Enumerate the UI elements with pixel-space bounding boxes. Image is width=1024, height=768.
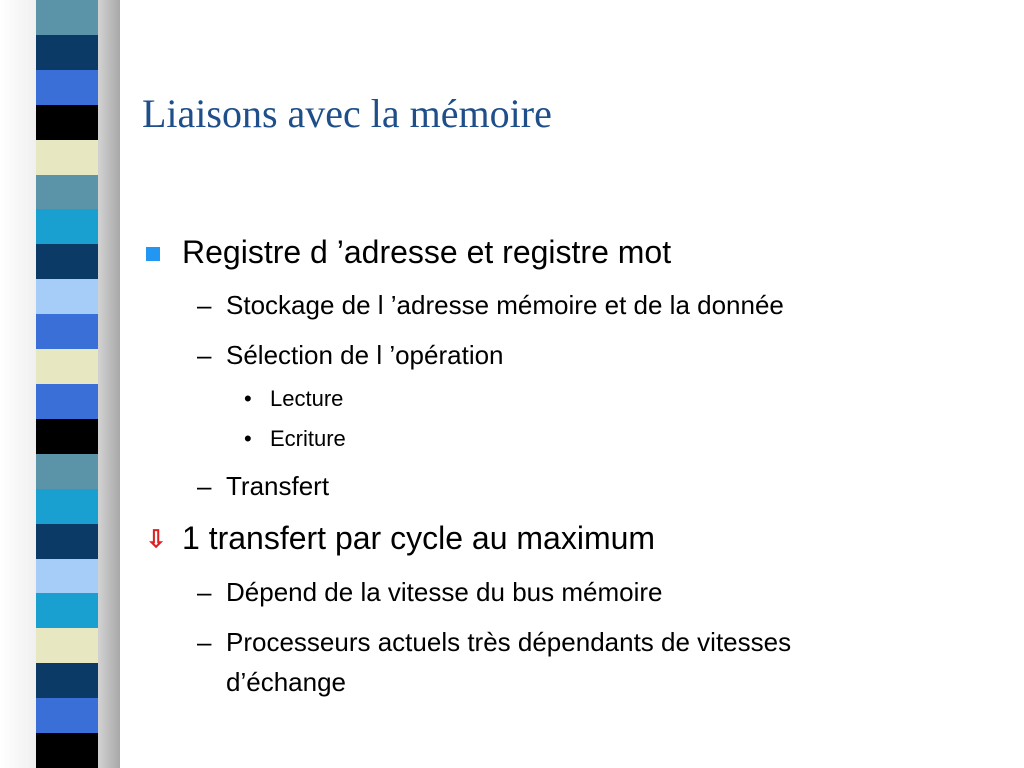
bullet-item-level2: Transfert bbox=[226, 471, 330, 501]
bullet-item-continuation: d’échange bbox=[226, 667, 346, 697]
stripe-segment bbox=[36, 314, 98, 349]
stripe-segment bbox=[36, 0, 98, 35]
bullet-item-level3: Lecture bbox=[270, 386, 344, 411]
stripe-segment bbox=[36, 105, 98, 140]
stripe-segment bbox=[36, 35, 98, 70]
bullet-item-level3: Ecriture bbox=[270, 426, 346, 451]
dot-bullet-icon: • bbox=[244, 386, 252, 411]
down-arrow-bullet-icon: ⇩ bbox=[146, 526, 167, 553]
dash-bullet-icon: – bbox=[197, 340, 212, 370]
stripe-segment bbox=[36, 244, 98, 279]
stripe-segment bbox=[36, 489, 98, 524]
stripe-segment bbox=[36, 454, 98, 489]
stripe-segment bbox=[36, 175, 98, 210]
bullet-item-level2: Dépend de la vitesse du bus mémoire bbox=[226, 577, 663, 607]
stripe-segment bbox=[36, 524, 98, 559]
dot-bullet-icon: • bbox=[244, 426, 252, 451]
decorative-stripe-bar bbox=[0, 0, 120, 768]
stripe-segment bbox=[36, 140, 98, 175]
dash-bullet-icon: – bbox=[197, 290, 212, 320]
bullet-item-level2: Stockage de l ’adresse mémoire et de la donnée bbox=[226, 290, 784, 320]
stripe-segment bbox=[36, 70, 98, 105]
stripe-segment bbox=[36, 384, 98, 419]
stripe-segment bbox=[36, 628, 98, 663]
dash-bullet-icon: – bbox=[197, 577, 212, 607]
stripe-segment bbox=[36, 593, 98, 628]
stripe-segment bbox=[36, 698, 98, 733]
dash-bullet-icon: – bbox=[197, 471, 212, 501]
stripe-segment bbox=[36, 663, 98, 698]
square-bullet-icon bbox=[146, 247, 160, 261]
bullet-item-level1: 1 transfert par cycle au maximum bbox=[182, 520, 656, 556]
dash-bullet-icon: – bbox=[197, 627, 212, 657]
stripe-segment bbox=[36, 349, 98, 384]
bullet-item-level2: Processeurs actuels très dépendants de vitesses bbox=[226, 627, 792, 657]
stripe-segment bbox=[36, 209, 98, 244]
stripe-segment bbox=[36, 733, 98, 768]
bullet-item-level1: Registre d ’adresse et registre mot bbox=[182, 234, 672, 270]
stripe-segment bbox=[36, 559, 98, 594]
stripe-segment bbox=[36, 279, 98, 314]
slide-title: Liaisons avec la mémoire bbox=[142, 91, 552, 136]
bullet-item-level2: Sélection de l ’opération bbox=[226, 340, 504, 370]
stripe-segment bbox=[36, 419, 98, 454]
stripe-column bbox=[36, 0, 98, 768]
